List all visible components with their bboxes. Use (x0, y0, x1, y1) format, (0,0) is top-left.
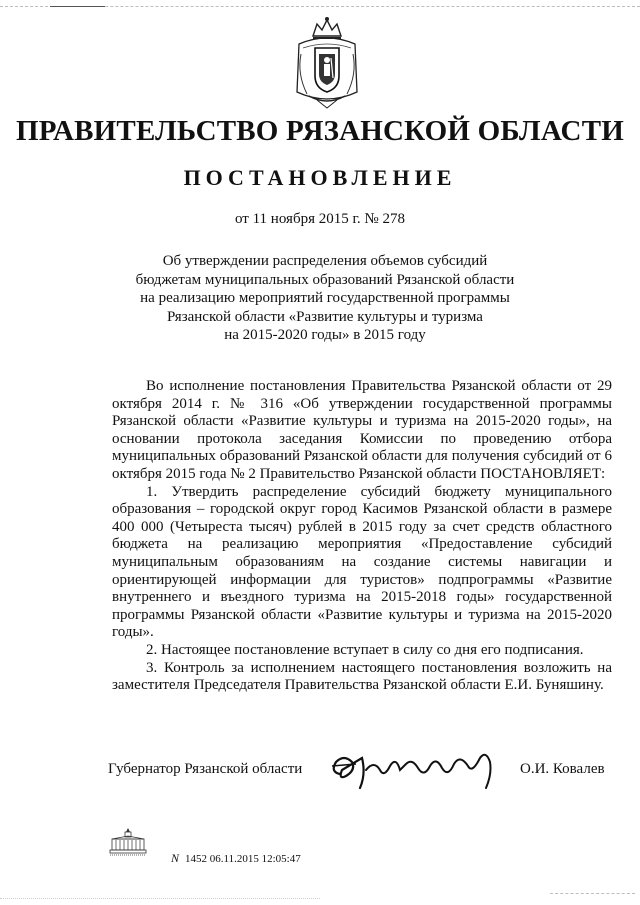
scan-edge-line-bottom (550, 893, 635, 894)
building-stamp-icon (108, 826, 148, 856)
government-title: ПРАВИТЕЛЬСТВО РЯЗАНСКОЙ ОБЛАСТИ (16, 115, 624, 147)
registration-symbol: N (171, 851, 180, 865)
subject-line: Рязанской области «Развитие культуры и туризма (167, 308, 483, 325)
document-date-number: от 11 ноября 2015 г. № 278 (235, 211, 405, 227)
registration-text: 1452 06.11.2015 12:05:47 (185, 853, 301, 865)
coat-of-arms-icon (291, 14, 363, 110)
decree-item-2: 2. Настоящее постановление вступает в силу со дня его подписания. (146, 641, 584, 658)
scan-edge-mark (50, 6, 105, 8)
decree-item-3: 3. Контроль за исполнением настоящего постановления возложить на заместителя Председателя Правительства Рязанской области Е.И. Буняшину. (112, 659, 612, 694)
subject-line: бюджетам муниципальных образований Рязанской области (135, 271, 515, 288)
handwritten-signature (322, 744, 512, 794)
scan-edge-line-bottom-left (0, 898, 320, 899)
document-type: ПОСТАНОВЛЕНИЕ (183, 165, 457, 190)
signatory-name: О.И. Ковалев (520, 761, 605, 777)
signatory-role: Губернатор Рязанской области (108, 761, 303, 777)
subject-line: Об утверждении распределения объемов субсидий (162, 253, 488, 269)
subject-line: на 2015-2020 годы» в 2015 году (224, 327, 426, 343)
decree-item-1: 1. Утвердить распределение субсидий бюджету муниципального образования – городской округ город Касимов Рязанской области в размере 400 000 (Четыреста тысяч) рублей в 2015 году за счет средств областного бюджета на реализацию мероприятия «Предоставление субсидий муниципальным образованиям на создание системы навигации и ориентирующей информации для туристов» подпрограммы «Развитие внутреннего и въездного туризма на 2015-2018 годы» государственной программы Рязанской области «Развитие культуры и туризма на 2015-2020 годы». (112, 483, 612, 641)
subject-line: на реализацию мероприятий государственной программы (140, 290, 510, 306)
preamble-paragraph: Во исполнение постановления Правительства Рязанской области от 29 октября 2014 г. № 316 «Об утверждении государственной программы Рязанской области «Развитие культуры и туризма на 2015-2020 годы», на основании протокола заседания Комиссии по проведению отбора муниципальных образований Рязанской области для получения субсидий от 6 октября 2015 года № 2 Правительство Рязанской области ПОСТАНОВЛЯЕТ: (112, 378, 612, 482)
document-body (112, 378, 612, 695)
registration-stamp (171, 851, 301, 866)
document-subject (90, 252, 560, 345)
